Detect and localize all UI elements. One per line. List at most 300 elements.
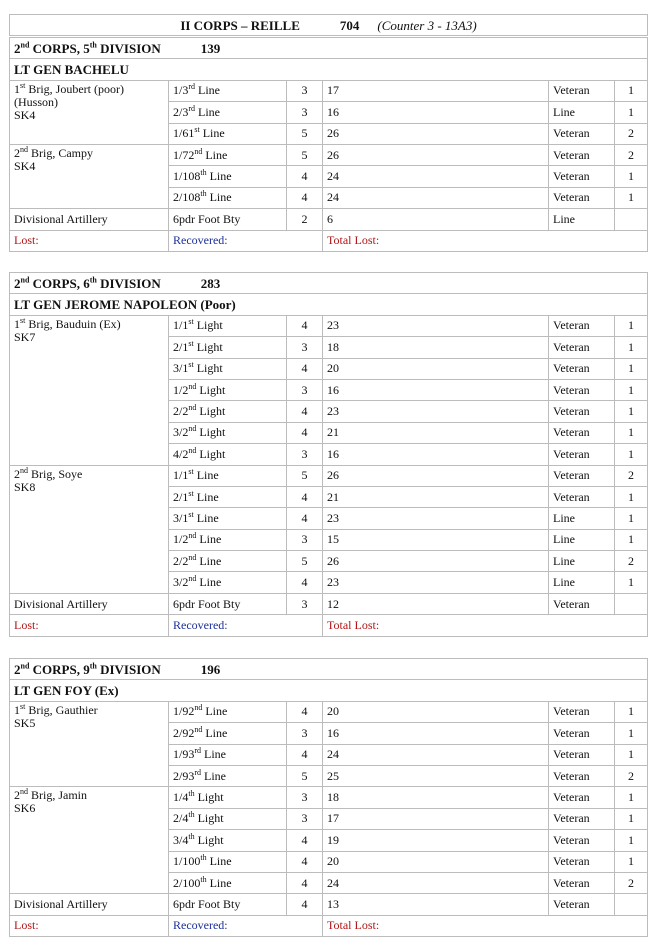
unit-type: Line	[202, 147, 228, 162]
unit-strength: 24	[323, 166, 549, 187]
unit-suffix: st	[188, 317, 194, 327]
artillery-label: Divisional Artillery	[10, 209, 169, 230]
unit-suffix: nd	[188, 574, 197, 584]
unit-strength: 24	[323, 872, 549, 893]
brigade-number: 1	[14, 316, 20, 331]
unit-loss: 1	[615, 508, 648, 529]
unit-suffix: rd	[188, 82, 196, 92]
unit-strength: 21	[323, 422, 549, 443]
unit-loss: 1	[615, 723, 648, 744]
unit-loss: 1	[615, 808, 648, 829]
unit-designation: 2/92	[173, 725, 195, 740]
unit-quality: Veteran	[549, 337, 615, 358]
unit-suffix: nd	[194, 146, 203, 156]
unit-row	[10, 465, 648, 486]
unit-designation: 2/3	[173, 104, 189, 119]
unit-sk: 3	[287, 787, 323, 808]
unit-suffix: nd	[188, 552, 197, 562]
unit-type: Line	[199, 126, 225, 141]
unit-sk: 4	[287, 187, 323, 208]
corps-ordinal: 2	[14, 275, 21, 291]
unit-designation: 1/108	[173, 169, 201, 184]
unit-sk: 4	[287, 422, 323, 443]
unit-quality: Veteran	[549, 872, 615, 893]
unit-name	[169, 123, 287, 144]
division-ordinal: 9	[83, 661, 90, 677]
brigade-name: Brig, Bauduin (Ex)	[25, 316, 121, 331]
corps-label: CORPS,	[32, 275, 80, 291]
unit-strength: 26	[323, 144, 549, 165]
unit-loss: 2	[615, 765, 648, 786]
division-label: DIVISION	[100, 275, 161, 291]
unit-sk: 5	[287, 765, 323, 786]
division-label: DIVISION	[100, 40, 161, 56]
unit-designation: 2/2	[173, 553, 189, 568]
unit-quality: Veteran	[549, 358, 615, 379]
artillery-strength: 13	[323, 894, 549, 915]
unit-type: Line	[196, 575, 222, 590]
unit-designation: 2/1	[173, 489, 189, 504]
unit-suffix: nd	[188, 381, 197, 391]
unit-type: Line	[202, 725, 228, 740]
unit-suffix: st	[188, 360, 194, 370]
brigade-detail: SK4	[14, 107, 36, 122]
unit-suffix: rd	[188, 103, 196, 113]
brigade-name: Brig, Gauthier	[25, 702, 98, 717]
recovered-field[interactable]: Recovered:	[169, 915, 323, 936]
unit-quality: Veteran	[549, 315, 615, 336]
unit-suffix: nd	[188, 445, 197, 455]
unit-name	[169, 872, 287, 893]
unit-sk: 4	[287, 315, 323, 336]
unit-sk: 4	[287, 744, 323, 765]
unit-strength: 18	[323, 337, 549, 358]
unit-designation: 1/92	[173, 704, 195, 719]
unit-sk: 5	[287, 465, 323, 486]
unit-loss: 1	[615, 787, 648, 808]
artillery-row	[10, 593, 648, 614]
corps-title-table	[9, 14, 648, 36]
brigade-number: 1	[14, 81, 20, 96]
unit-row	[10, 315, 648, 336]
unit-quality: Veteran	[549, 379, 615, 400]
unit-designation: 3/4	[173, 832, 189, 847]
unit-loss: 1	[615, 529, 648, 550]
unit-suffix: nd	[188, 531, 197, 541]
unit-type: Line	[206, 854, 232, 869]
unit-loss: 2	[615, 144, 648, 165]
unit-sk: 3	[287, 80, 323, 101]
corps-counter: (Counter 3 - 13A3)	[377, 17, 477, 33]
artillery-strength: 6	[323, 209, 549, 230]
brigade-number: 2	[14, 788, 20, 803]
lost-field[interactable]: Lost:	[10, 615, 169, 636]
brigade-cell	[10, 465, 169, 593]
unit-loss: 1	[615, 80, 648, 101]
unit-designation: 2/100	[173, 875, 201, 890]
unit-designation: 1/2	[173, 532, 189, 547]
unit-name	[169, 808, 287, 829]
unit-sk: 4	[287, 872, 323, 893]
brigade-name: Brig, Campy	[28, 145, 93, 160]
unit-quality: Veteran	[549, 465, 615, 486]
unit-loss: 1	[615, 166, 648, 187]
unit-loss: 1	[615, 187, 648, 208]
unit-quality: Veteran	[549, 444, 615, 465]
unit-strength: 17	[323, 808, 549, 829]
unit-designation: 1/100	[173, 854, 201, 869]
artillery-label: Divisional Artillery	[10, 894, 169, 915]
corps-label: CORPS,	[32, 40, 80, 56]
unit-designation: 1/93	[173, 747, 195, 762]
total-lost-field[interactable]: Total Lost:	[323, 615, 648, 636]
unit-row	[10, 80, 648, 101]
unit-strength: 20	[323, 851, 549, 872]
unit-strength: 23	[323, 572, 549, 593]
unit-quality: Veteran	[549, 401, 615, 422]
unit-suffix: th	[200, 189, 207, 199]
unit-designation: 3/1	[173, 361, 189, 376]
unit-quality: Veteran	[549, 166, 615, 187]
unit-quality: Line	[549, 508, 615, 529]
brigade-number: 2	[14, 466, 20, 481]
division-ordinal-suffix: th	[89, 40, 97, 50]
unit-loss: 1	[615, 379, 648, 400]
unit-suffix: st	[188, 509, 194, 519]
brigade-cell	[10, 80, 169, 144]
unit-sk: 5	[287, 144, 323, 165]
unit-suffix: rd	[194, 746, 202, 756]
unit-name	[169, 787, 287, 808]
corps-name: II CORPS – REILLE	[180, 17, 300, 33]
unit-type: Line	[202, 704, 228, 719]
unit-sk: 3	[287, 379, 323, 400]
unit-quality: Veteran	[549, 486, 615, 507]
unit-designation: 1/61	[173, 126, 195, 141]
unit-name	[169, 529, 287, 550]
unit-suffix: nd	[188, 424, 197, 434]
unit-strength: 16	[323, 379, 549, 400]
unit-sk: 3	[287, 337, 323, 358]
brigade-number-suffix: nd	[20, 144, 28, 154]
unit-suffix: nd	[188, 403, 197, 413]
unit-designation: 3/2	[173, 575, 189, 590]
unit-designation: 4/2	[173, 446, 189, 461]
unit-suffix: nd	[194, 703, 203, 713]
unit-quality: Veteran	[549, 187, 615, 208]
unit-sk: 3	[287, 102, 323, 123]
unit-suffix: rd	[194, 767, 202, 777]
unit-designation: 3/1	[173, 510, 189, 525]
brigade-number-suffix: st	[20, 80, 26, 90]
unit-name	[169, 422, 287, 443]
unit-name	[169, 401, 287, 422]
unit-loss: 1	[615, 486, 648, 507]
lost-field[interactable]: Lost:	[10, 230, 169, 251]
unit-name	[169, 80, 287, 101]
unit-type: Light	[194, 811, 224, 826]
brigade-cell	[10, 701, 169, 787]
corps-title	[10, 15, 648, 36]
unit-designation: 2/4	[173, 811, 189, 826]
unit-name	[169, 486, 287, 507]
unit-sk: 4	[287, 830, 323, 851]
artillery-quality: Veteran	[549, 894, 615, 915]
corps-ordinal: 2	[14, 40, 21, 56]
unit-name	[169, 572, 287, 593]
unit-strength: 26	[323, 465, 549, 486]
division-strength: 196	[200, 661, 221, 677]
unit-sk: 4	[287, 572, 323, 593]
unit-name	[169, 851, 287, 872]
division-label: DIVISION	[100, 661, 161, 677]
brigade-detail: SK5	[14, 715, 36, 730]
brigade-detail: SK8	[14, 479, 36, 494]
unit-type: Line	[196, 553, 222, 568]
unit-type: Line	[201, 747, 227, 762]
corps-ordinal-suffix: nd	[20, 661, 30, 671]
division-table	[9, 272, 648, 637]
unit-sk: 3	[287, 444, 323, 465]
unit-sk: 4	[287, 508, 323, 529]
unit-loss: 1	[615, 358, 648, 379]
division-ordinal-suffix: th	[89, 661, 97, 671]
unit-name	[169, 723, 287, 744]
unit-loss: 1	[615, 701, 648, 722]
division-header	[10, 659, 648, 680]
artillery-sk: 3	[287, 593, 323, 614]
unit-loss: 1	[615, 830, 648, 851]
corps-label: CORPS,	[32, 661, 80, 677]
recovered-field[interactable]: Recovered:	[169, 615, 323, 636]
unit-strength: 24	[323, 744, 549, 765]
division-table	[9, 658, 648, 937]
unit-quality: Veteran	[549, 144, 615, 165]
unit-sk: 4	[287, 701, 323, 722]
unit-quality: Veteran	[549, 808, 615, 829]
brigade-cell	[10, 787, 169, 894]
unit-designation: 1/2	[173, 382, 189, 397]
unit-name	[169, 744, 287, 765]
unit-loss: 1	[615, 444, 648, 465]
loss-tracking-row	[10, 915, 648, 936]
unit-name	[169, 508, 287, 529]
unit-name	[169, 830, 287, 851]
unit-type: Line	[193, 468, 219, 483]
unit-strength: 18	[323, 787, 549, 808]
brigade-name: Brig, Joubert (poor)	[25, 81, 124, 96]
unit-row	[10, 787, 648, 808]
division-general: LT GEN BACHELU	[10, 59, 648, 80]
brigade-number: 2	[14, 145, 20, 160]
unit-sk: 5	[287, 551, 323, 572]
unit-loss: 1	[615, 422, 648, 443]
loss-tracking-row	[10, 615, 648, 636]
unit-type: Light	[194, 832, 224, 847]
artillery-row	[10, 209, 648, 230]
division-strength: 139	[200, 40, 221, 56]
unit-strength: 19	[323, 830, 549, 851]
brigade-name: Brig, Soye	[28, 466, 83, 481]
artillery-sk: 4	[287, 894, 323, 915]
artillery-unit: 6pdr Foot Bty	[169, 894, 287, 915]
unit-suffix: th	[188, 831, 195, 841]
unit-type: Light	[196, 446, 226, 461]
unit-quality: Line	[549, 572, 615, 593]
unit-strength: 24	[323, 187, 549, 208]
unit-designation: 2/108	[173, 190, 201, 205]
unit-quality: Veteran	[549, 765, 615, 786]
unit-type: Line	[201, 768, 227, 783]
unit-quality: Veteran	[549, 851, 615, 872]
unit-suffix: st	[188, 467, 194, 477]
division-table	[9, 37, 648, 252]
total-lost-field[interactable]: Total Lost:	[323, 915, 648, 936]
unit-name	[169, 379, 287, 400]
brigade-detail: SK4	[14, 158, 36, 173]
brigade-number-suffix: st	[20, 701, 26, 711]
recovered-field[interactable]: Recovered:	[169, 230, 323, 251]
unit-sk: 4	[287, 851, 323, 872]
unit-loss: 2	[615, 465, 648, 486]
unit-strength: 16	[323, 102, 549, 123]
unit-quality: Line	[549, 529, 615, 550]
artillery-quality: Veteran	[549, 593, 615, 614]
brigade-number-suffix: nd	[20, 465, 28, 475]
brigade-detail: (Husson)	[14, 94, 58, 109]
unit-name	[169, 465, 287, 486]
unit-loss: 1	[615, 744, 648, 765]
division-ordinal: 6	[83, 275, 90, 291]
total-lost-field[interactable]: Total Lost:	[323, 230, 648, 251]
unit-loss: 1	[615, 337, 648, 358]
unit-type: Line	[206, 875, 232, 890]
artillery-loss	[615, 894, 648, 915]
unit-type: Line	[195, 104, 221, 119]
unit-type: Light	[194, 790, 224, 805]
unit-suffix: th	[200, 874, 207, 884]
unit-designation: 2/2	[173, 404, 189, 419]
division-general: LT GEN JEROME NAPOLEON (Poor)	[10, 294, 648, 315]
unit-suffix: nd	[194, 724, 203, 734]
unit-designation: 2/93	[173, 768, 195, 783]
artillery-unit: 6pdr Foot Bty	[169, 593, 287, 614]
division-strength: 283	[200, 275, 221, 291]
corps-ordinal-suffix: nd	[20, 275, 30, 285]
unit-quality: Veteran	[549, 422, 615, 443]
unit-designation: 1/1	[173, 318, 189, 333]
unit-type: Light	[193, 361, 223, 376]
unit-loss: 1	[615, 102, 648, 123]
unit-sk: 3	[287, 808, 323, 829]
unit-type: Line	[193, 510, 219, 525]
corps-ordinal-suffix: nd	[20, 40, 30, 50]
unit-type: Light	[196, 404, 226, 419]
unit-name	[169, 166, 287, 187]
unit-suffix: th	[200, 168, 207, 178]
unit-quality: Veteran	[549, 787, 615, 808]
brigade-detail: SK7	[14, 329, 36, 344]
unit-name	[169, 701, 287, 722]
brigade-number-suffix: nd	[20, 787, 28, 797]
unit-strength: 26	[323, 123, 549, 144]
unit-strength: 23	[323, 401, 549, 422]
unit-row	[10, 701, 648, 722]
artillery-unit: 6pdr Foot Bty	[169, 209, 287, 230]
unit-suffix: th	[200, 853, 207, 863]
unit-strength: 20	[323, 358, 549, 379]
unit-name	[169, 144, 287, 165]
unit-sk: 3	[287, 529, 323, 550]
unit-designation: 2/1	[173, 339, 189, 354]
unit-loss: 1	[615, 851, 648, 872]
unit-type: Light	[196, 382, 226, 397]
unit-loss: 1	[615, 401, 648, 422]
unit-strength: 23	[323, 508, 549, 529]
brigade-number-suffix: st	[20, 315, 26, 325]
unit-strength: 25	[323, 765, 549, 786]
unit-quality: Line	[549, 102, 615, 123]
brigade-detail: SK6	[14, 801, 36, 816]
unit-quality: Veteran	[549, 80, 615, 101]
artillery-sk: 2	[287, 209, 323, 230]
artillery-row	[10, 894, 648, 915]
lost-field[interactable]: Lost:	[10, 915, 169, 936]
unit-quality: Line	[549, 551, 615, 572]
artillery-loss	[615, 209, 648, 230]
unit-type: Line	[206, 190, 232, 205]
unit-strength: 23	[323, 315, 549, 336]
unit-type: Light	[193, 339, 223, 354]
division-header	[10, 273, 648, 294]
unit-name	[169, 102, 287, 123]
unit-strength: 26	[323, 551, 549, 572]
division-general: LT GEN FOY (Ex)	[10, 680, 648, 701]
unit-sk: 4	[287, 358, 323, 379]
unit-type: Line	[196, 532, 222, 547]
unit-sk: 4	[287, 166, 323, 187]
unit-loss: 2	[615, 123, 648, 144]
unit-type: Light	[196, 425, 226, 440]
division-ordinal: 5	[83, 40, 90, 56]
unit-sk: 4	[287, 401, 323, 422]
unit-sk: 5	[287, 123, 323, 144]
brigade-name: Brig, Jamin	[28, 788, 87, 803]
unit-strength: 20	[323, 701, 549, 722]
corps-strength: 704	[339, 17, 360, 33]
unit-quality: Veteran	[549, 723, 615, 744]
division-ordinal-suffix: th	[89, 275, 97, 285]
unit-name	[169, 358, 287, 379]
division-header	[10, 38, 648, 59]
unit-quality: Veteran	[549, 123, 615, 144]
unit-name	[169, 444, 287, 465]
unit-suffix: th	[188, 810, 195, 820]
unit-loss: 1	[615, 572, 648, 593]
unit-designation: 1/72	[173, 147, 195, 162]
unit-row	[10, 144, 648, 165]
artillery-loss	[615, 593, 648, 614]
unit-strength: 21	[323, 486, 549, 507]
unit-strength: 16	[323, 444, 549, 465]
unit-strength: 16	[323, 723, 549, 744]
unit-name	[169, 315, 287, 336]
brigade-number: 1	[14, 702, 20, 717]
unit-quality: Veteran	[549, 830, 615, 851]
unit-suffix: th	[188, 789, 195, 799]
unit-suffix: st	[188, 338, 194, 348]
unit-loss: 2	[615, 551, 648, 572]
